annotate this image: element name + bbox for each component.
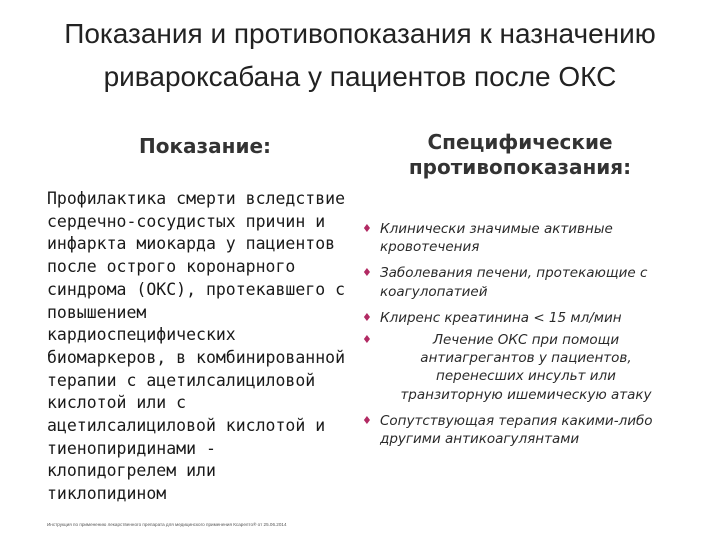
contraindication-text: Лечение ОКС при помощи антиагрегантов у пациентов, перенесших инсульт или транзиторную ишемическую атаку — [400, 332, 652, 403]
diamond-bullet-icon: ♦ — [362, 310, 372, 324]
contraindication-item — [362, 264, 672, 300]
contraindications-list — [362, 220, 672, 448]
footnote: Инструкция по применению лекарственного препарата для медицинского применения Ксарелто® от 25.06.2014 — [47, 522, 287, 527]
indication-text: Профилактика смерти вследствие сердечно-сосудистых причин и инфаркта миокарда у пациентов после острого коронарного синдрома (ОКС), протекавшего с повышением кардиоспецифических биомаркеров, в комбинированной терапии с ацетилсалициловой кислотой или с ацетилсалициловой кислотой и тиенопиридинами - клопидогрелем или тиклопидином — [47, 189, 346, 504]
contraindication-item — [362, 220, 672, 256]
diamond-bullet-icon: ♦ — [362, 266, 372, 280]
contraindications-heading: Специфические противопоказания: — [408, 130, 632, 179]
contraindication-text: Сопутствующая терапия какими-либо другими антикоагулянтами — [380, 412, 653, 448]
indication-heading: Показание: — [138, 134, 272, 158]
contraindication-item — [362, 309, 672, 327]
contraindication-item — [362, 412, 672, 448]
diamond-bullet-icon: ♦ — [362, 222, 372, 235]
contraindication-item — [362, 331, 672, 404]
diamond-bullet-icon: ♦ — [362, 333, 372, 347]
diamond-bullet-icon: ♦ — [362, 413, 372, 427]
contraindication-text: Заболевания печени, протекающие с коагулопатией — [380, 265, 648, 300]
contraindication-text: Клинически значимые активные кровотечения — [380, 221, 613, 256]
slide-title: Показания и противопоказания к назначению ривароксабана у пациентов после ОКС — [64, 18, 656, 92]
contraindication-text: Клиренс креатинина < 15 мл/мин — [380, 309, 622, 326]
